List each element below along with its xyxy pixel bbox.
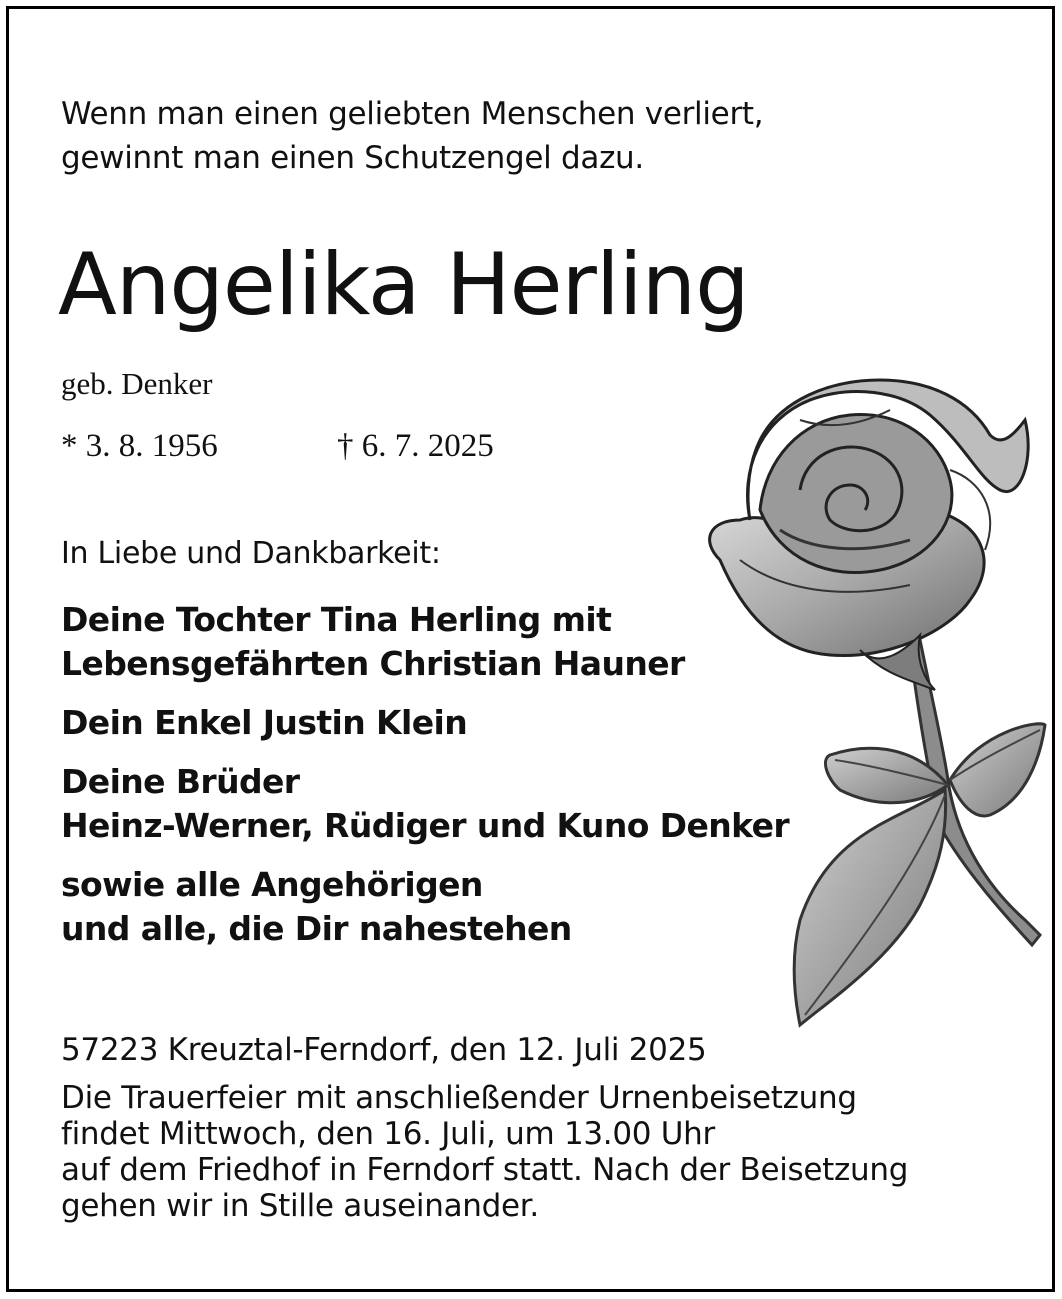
funeral-line: Die Trauerfeier mit anschließender Urnenbeisetzung [61,1080,857,1116]
mourner-entry [61,701,467,745]
mourner-line: Dein Enkel Justin Klein [61,703,468,742]
mourner-line: und alle, die Dir nahestehen [61,909,572,948]
funeral-info [61,1080,908,1224]
mourner-entry [61,598,685,686]
mourner-entry [61,760,789,848]
funeral-line: findet Mittwoch, den 16. Juli, um 13.00 Uhr [61,1116,715,1152]
mourner-line: Heinz-Werner, Rüdiger und Kuno Denker [61,806,790,845]
rose-leaf [794,790,945,1025]
gratitude-line: In Liebe und Dankbarkeit: [61,536,441,571]
mourner-line: Lebensgefährten Christian Hauner [61,644,685,683]
deceased-name: Angelika Herling [58,235,749,335]
mourner-line: Deine Tochter Tina Herling mit [61,600,612,639]
life-dates [61,424,494,468]
mourner-line: Deine Brüder [61,762,300,801]
opening-quote [61,92,763,180]
birth-date: * 3. 8. 1956 [61,428,218,464]
quote-line-1: Wenn man einen geliebten Menschen verliert, [61,96,764,132]
quote-line-2: gewinnt man einen Schutzengel dazu. [61,140,644,176]
birth-name: geb. Denker [61,366,213,401]
location-date: 57223 Kreuztal-Ferndorf, den 12. Juli 2025 [61,1032,707,1068]
death-date: † 6. 7. 2025 [337,428,494,464]
funeral-line: auf dem Friedhof in Ferndorf statt. Nach der Beisetzung [61,1152,909,1188]
rose-illustration [680,360,1050,1050]
mourner-entry [61,863,572,951]
funeral-line: gehen wir in Stille auseinander. [61,1188,539,1224]
mourner-line: sowie alle Angehörigen [61,865,483,904]
